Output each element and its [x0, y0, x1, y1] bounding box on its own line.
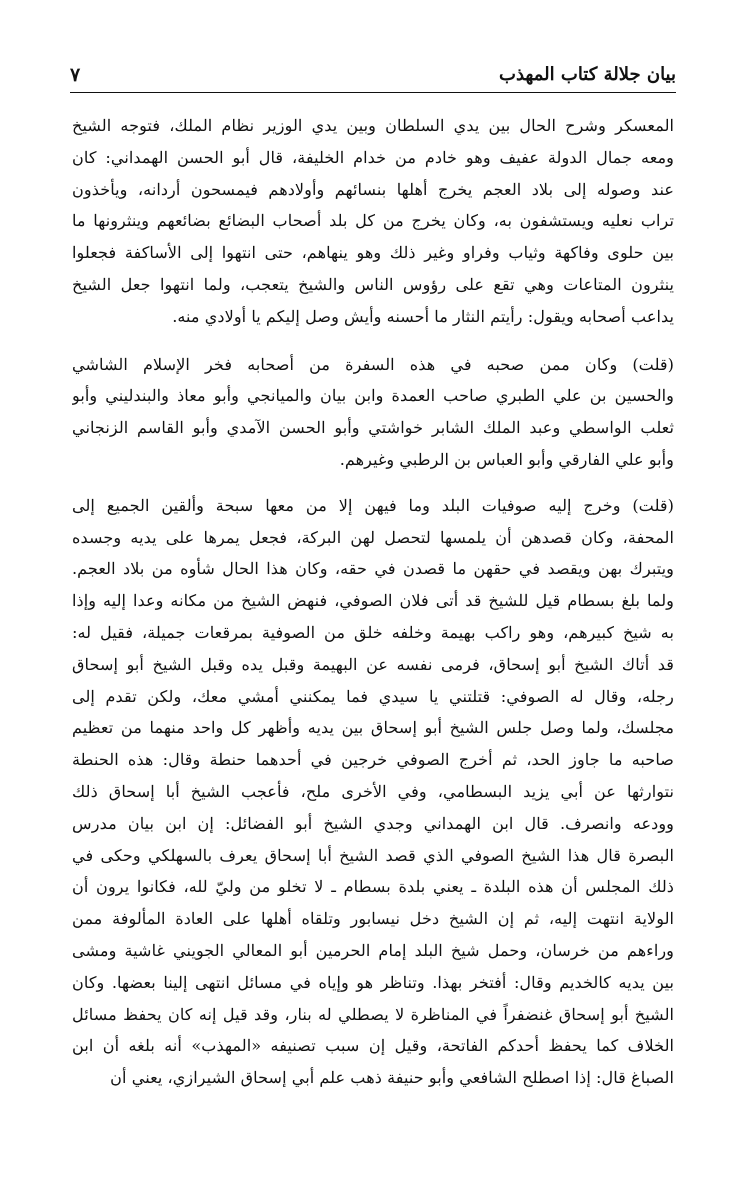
text-line: ويتبرك بهن ويقصد في حقهن ما قصدن في حقه، وكان هذا الحال شأوه من بلاد العجم. — [72, 559, 674, 579]
text-line: الشيخ أبو إسحاق غنضفراً في المناظرة لا يصطلي له بنار، وقد قيل إنه كان يحفظ مسائل — [72, 1004, 674, 1024]
text-line: عند وصوله إلى بلاد العجم يخرج أهلها بنسائهم وأولادهم فيمسحون أردانه، ويأخذون — [72, 179, 674, 199]
text-line: (قلت) وكان ممن صحبه في هذه السفرة من أصحابه فخر الإسلام الشاشي — [72, 354, 674, 374]
paragraph — [72, 349, 674, 476]
paragraph — [72, 110, 674, 333]
text-line: الولاية انتهت إليه، ثم إن الشيخ دخل نيسابور وتلقاه أهلها على العادة المألوفة ممن — [72, 909, 674, 929]
page-header — [70, 62, 676, 93]
text-line: بين حلوى وفاكهة وثياب وفراو وغير ذلك وهو ينهاهم، حتى انتهوا إلى الأساكفة فجعلوا — [72, 243, 674, 263]
text-line: وودعه وانصرف. قال ابن الهمداني وجدي الشيخ أبو الفضائل: إن ابن بيان مدرس — [72, 813, 674, 833]
page-body — [72, 110, 674, 1094]
text-line: والحسين بن علي الطبري صاحب العمدة وابن بيان والميانجي وأبو معاذ والبندليني وأبو — [72, 386, 674, 406]
text-line: به شيخ كبيرهم، وهو راكب بهيمة وخلفه خلق من الصوفية بمرقعات جميلة، فقيل له: — [72, 622, 674, 642]
text-line: رجله، وقال له الصوفي: قتلتني يا سيدي فما يمكنني أمشي معك، ولكن تقدم إلى — [72, 686, 674, 706]
text-line: الصباغ قال: إذا اصطلح الشافعي وأبو حنيفة ذهب علم أبي إسحاق الشيرازي، يعني أن — [110, 1068, 674, 1088]
text-line: وأبو علي الفارقي وأبو العباس بن الرطبي وغيرهم. — [339, 449, 674, 469]
text-line: يداعب أصحابه ويقول: رأيتم النثار ما أحسنه وأيش وصل إليكم يا أولادي منه. — [172, 306, 674, 326]
text-line: صاحبه ما جاوز الحد، ثم أخرج الصوفي خرجين في أحدهما حنطة وقال: هذه الحنطة — [72, 750, 674, 770]
text-line: بين يديه كالخديم وقال: أفتخر بهذا. وتناظر هو وإياه في مسائل انتهى إلينا بعضها. وكان — [72, 972, 674, 992]
text-line: البصرة قال هذا الشيخ الصوفي الذي قصد الشيخ أبا إسحاق يعرف بالسهلكي وحكى في — [72, 845, 674, 865]
text-line: ثعلب الواسطي وعبد الملك الشابر خواشتي وأبو الحسن الآمدي وأبو القاسم الزنجاني — [72, 418, 674, 438]
text-line: تراب نعليه ويستشفون به، وكان يخرج من كل بلد أصحاب البضائع بضائعهم وينثرونها ما — [72, 211, 674, 231]
text-line: ينثرون المتاعات وهي تقع على رؤوس الناس والشيخ يتعجب، ولما انتهوا جعل الشيخ — [72, 274, 674, 294]
text-line: المعسكر وشرح الحال بين يدي السلطان وبين يدي الوزير نظام الملك، فتوجه الشيخ — [72, 116, 674, 135]
text-line: المحفة، وكان قصدهن أن يلمسها لتحصل لهن البركة، فجعل يمرها على يديه وجسده — [72, 527, 674, 547]
paragraph — [72, 490, 674, 1094]
text-line: مجلسك، ولما وصل جلس الشيخ أبو إسحاق بين يديه وأظهر كل واحد منهما من تعظيم — [72, 718, 674, 738]
text-line: نتوارثها عن أبي يزيد البسطامي، وفي الأخرى ملح، فأعجب الشيخ أبا إسحاق ذلك — [72, 781, 674, 801]
text-line: (قلت) وخرج إليه صوفيات البلد وما فيهن إلا من معها سبحة وألقين الجميع إلى — [72, 495, 674, 515]
text-line: ولما بلغ بسطام قيل للشيخ قد أتى فلان الصوفي، فنهض الشيخ من مكانه وعدا إليه وإذا — [72, 591, 674, 611]
text-line: قد أتاك الشيخ أبو إسحاق، فرمى نفسه عن البهيمة وقبل يده وقبل الشيخ أبو إسحاق — [72, 654, 674, 674]
running-title: بيان جلالة كتاب المهذب — [499, 64, 676, 85]
page-number: ٧ — [70, 64, 81, 86]
text-line: ذلك المجلس أن هذه البلدة ـ يعني بلدة بسطام ـ لا تخلو من وليّ لله، فكانوا يرون أن — [72, 877, 674, 897]
text-line: وراءهم من خرسان، وحمل شيخ البلد إمام الحرمين أبو المعالي الجويني غاشية ومشى — [72, 940, 674, 960]
text-line: الخلاف كما يحفظ أحدكم الفاتحة، وقيل إن سبب تصنيفه «المهذب» أنه بلغه أن ابن — [72, 1036, 674, 1056]
text-line: ومعه جمال الدولة عفيف وهو خادم من خدام الخليفة، قال أبو الحسن الهمداني: كان — [72, 147, 674, 167]
